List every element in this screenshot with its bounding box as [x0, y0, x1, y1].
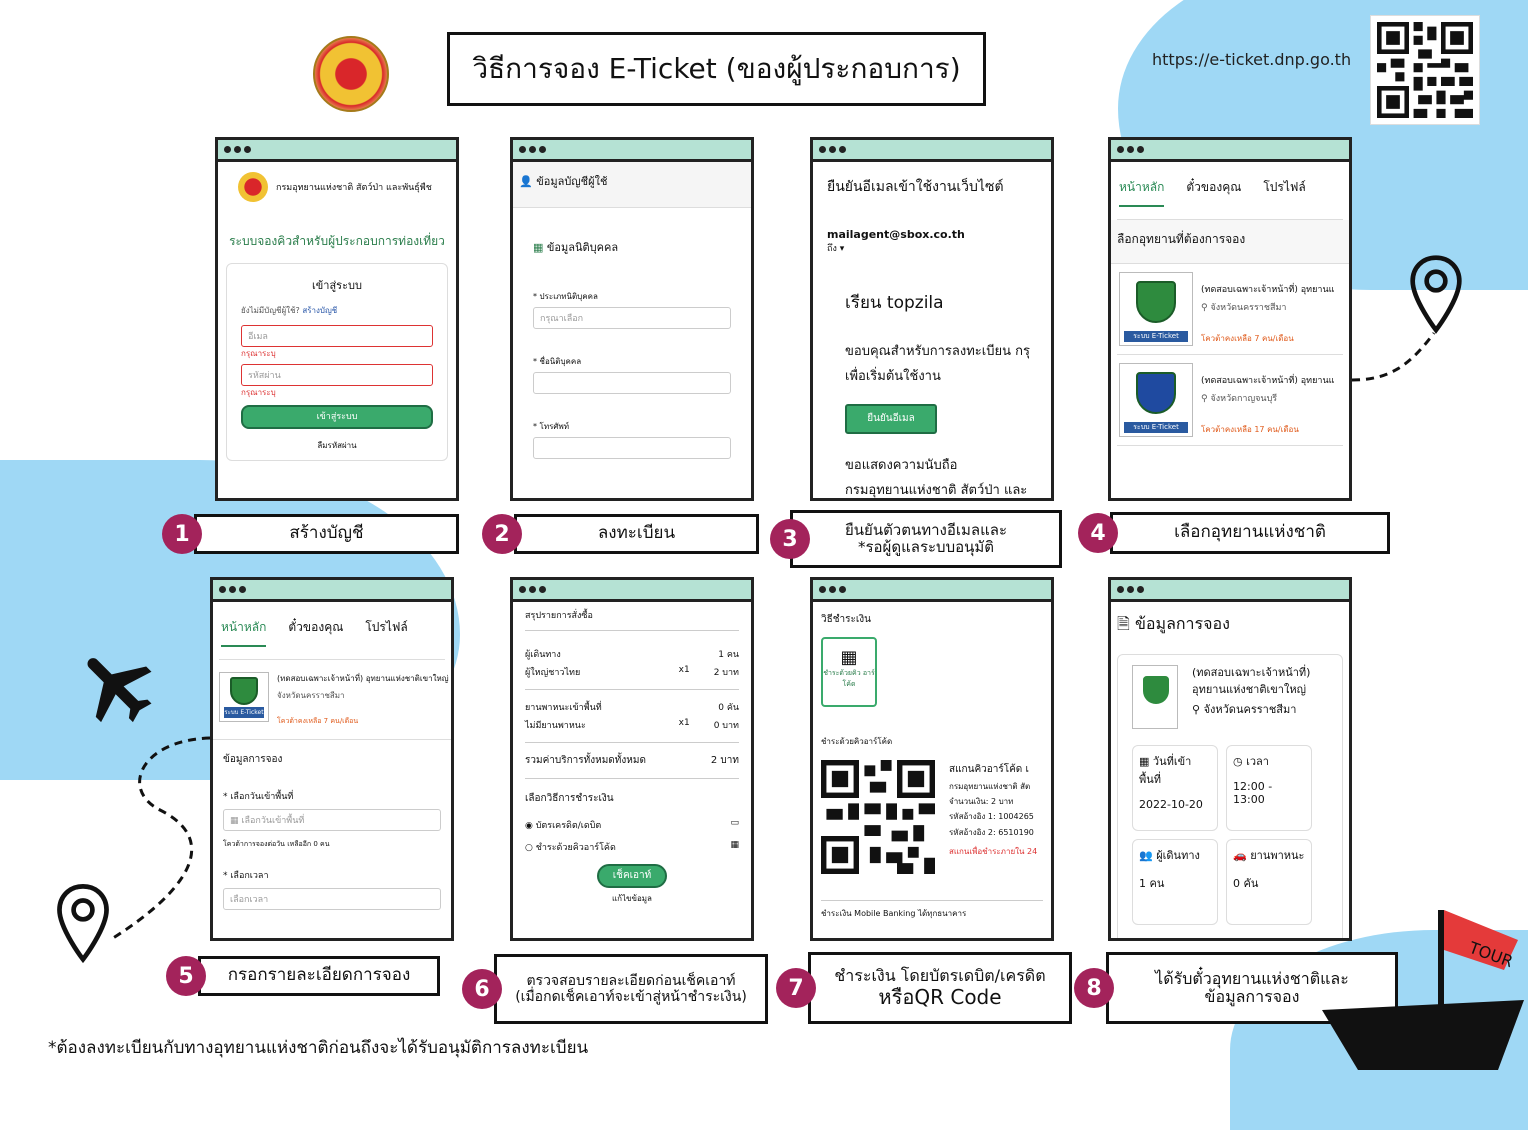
- time-label: * เลือกเวลา: [223, 871, 269, 881]
- qr-small-icon: ▦: [840, 647, 858, 668]
- time-select[interactable]: เลือกเวลา: [223, 888, 441, 910]
- org-name: กรมอุทยานแห่งชาติ สัตว์ป่า และพันธุ์พืช: [276, 183, 432, 193]
- qr-code-icon: [1370, 15, 1480, 125]
- step-6-sublabel: (เมื่อกดเช็คเอาท์จะเข้าสู่หน้าชำระเงิน): [515, 989, 747, 1005]
- time-card: ◷ เวลา 12:00 - 13:00: [1226, 745, 1312, 831]
- step-7-sublabel: หรือQR Code: [878, 984, 1002, 1009]
- park-emblem-icon: [1132, 665, 1178, 729]
- website-url[interactable]: https://e-ticket.dnp.go.th: [1152, 50, 1352, 69]
- people-icon: 👥: [1139, 849, 1153, 862]
- window-bar: [218, 140, 456, 162]
- tab-tickets[interactable]: ตั๋วของคุณ: [288, 620, 344, 634]
- park-name: (ทดสอบเฉพาะเจ้าหน้าที่) อุทยานแห่งชาติเขาใหญ่: [1192, 666, 1311, 696]
- payment-amount: จำนวนเงิน: 2 บาท: [949, 797, 1014, 807]
- thai-adult-label: ผู้ใหญ่ชาวไทย: [525, 668, 581, 678]
- qr-small-icon: ▦: [730, 840, 739, 850]
- step-7-label: ชำระเงิน โดยบัตรเดบิต/เครดิต: [834, 966, 1046, 986]
- step-2-label: ลงทะเบียน: [514, 514, 759, 554]
- window-bar: [1111, 580, 1349, 602]
- screen-create-account: [215, 137, 459, 501]
- park-card[interactable]: [1117, 264, 1343, 355]
- checkout-button[interactable]: เช็คเอาท์: [597, 864, 667, 888]
- payment-qr-icon: [821, 760, 935, 874]
- system-title: ระบบจองคิวสำหรับผู้ประกอบการท่องเที่ยว: [229, 234, 445, 248]
- park-province: จังหวัดนครราชสีมา: [277, 691, 345, 700]
- email-body-line-2: เพื่อเริ่มต้นใช้งาน: [845, 369, 941, 384]
- window-bar: [213, 580, 451, 602]
- payee-org: กรมอุทยานแห่งชาติ สัต: [949, 782, 1031, 791]
- dnp-emblem-icon: [313, 36, 389, 112]
- email-subject: ยืนยันอีเมลเข้าใช้งานเว็บไซต์: [827, 179, 1004, 195]
- juristic-name-label: * ชื่อนิติบุคคล: [533, 357, 582, 366]
- reference-1: รหัสอ้างอิง 1: 1004265: [949, 812, 1034, 822]
- password-field[interactable]: รหัสผ่าน: [241, 364, 433, 386]
- step-2: 2 ลงทะเบียน: [482, 514, 759, 554]
- vehicle-qty: 0 คัน: [718, 703, 739, 713]
- user-icon: 👤: [519, 175, 533, 188]
- park-name: (ทดสอบเฉพาะเจ้าหน้าที่) อุทยานแ: [1201, 376, 1335, 386]
- email-error: กรุณาระบุ: [241, 349, 276, 358]
- email-recipient-toggle[interactable]: ถึง ▾: [827, 244, 845, 254]
- summary-heading: สรุปรายการสั่งซื้อ: [525, 611, 593, 621]
- no-account-text: ยังไม่มีบัญชีผู้ใช้?: [241, 306, 300, 315]
- step-6-label: ตรวจสอบรายละเอียดก่อนเช็คเอาท์: [526, 972, 736, 989]
- booking-heading: ข้อมูลการจอง: [223, 754, 283, 765]
- pin-icon: ⚲: [1201, 394, 1208, 404]
- email-sender: mailagent@sbox.co.th: [827, 228, 965, 241]
- step-1: 1 สร้างบัญชี: [162, 514, 459, 554]
- airplane-icon: [72, 640, 162, 730]
- payment-deadline-warning: สแกนเพื่อชำระภายใน 24: [949, 846, 1038, 856]
- park-card[interactable]: [1117, 355, 1343, 446]
- create-account-link[interactable]: สร้างบัญชี: [302, 306, 338, 315]
- boat-icon: [1318, 900, 1528, 1080]
- choose-park-heading: ลือกอุทยานที่ต้องการจอง: [1111, 220, 1349, 264]
- radio-qr[interactable]: ○ ชำระด้วยคิวอาร์โค้ด: [525, 843, 616, 853]
- footnote: *ต้องลงทะเบียนกับทางอุทยานแห่งชาติก่อนถึงจะได้รับอนุมัติการลงทะเบียน: [48, 1038, 589, 1058]
- card-icon: ▭: [730, 818, 739, 828]
- map-pin-icon: [1408, 255, 1464, 335]
- screen-email-verify: [810, 137, 1054, 501]
- qr-payment-option[interactable]: ▦ ชำระด้วยคิว อาร์โค้ด: [821, 637, 877, 707]
- step-6: 6 ตรวจสอบรายละเอียดก่อนเช็คเอาท์ (เมื่อกดเช็คเอาท์จะเข้าสู่หน้าชำระเงิน): [462, 954, 768, 1024]
- forgot-password-link[interactable]: ลืมรหัสผ่าน: [317, 441, 357, 450]
- date-picker-input[interactable]: ▦ เลือกวันเข้าพื้นที่: [223, 809, 441, 831]
- clock-icon: ◷: [1233, 755, 1243, 768]
- step-8: 8 ได้รับตั๋วอุทยานแห่งชาติและ ข้อมูลการจอง: [1074, 952, 1398, 1024]
- email-body-line-1: ขอบคุณสำหรับการลงทะเบียน กรุ: [845, 344, 1030, 359]
- email-signature: กรมอุทยานแห่งชาติ สัตว์ป่า และ: [845, 483, 1028, 498]
- step-5-label: กรอกรายละเอียดการจอง: [198, 956, 440, 996]
- mobile-banking-note: ชำระเงิน Mobile Banking ได้ทุกธนาคาร: [821, 900, 1043, 920]
- dashed-path-icon: [100, 730, 230, 950]
- screen-register: [510, 137, 754, 501]
- window-bar: [1111, 140, 1349, 162]
- email-greeting: เรียน topzila: [845, 293, 944, 313]
- password-error: กรุณาระบุ: [241, 388, 276, 397]
- tab-profile[interactable]: โปรไฟล์: [1263, 180, 1306, 194]
- phone-label: * โทรศัพท์: [533, 422, 570, 431]
- step-3-sublabel: *รอผู้ดูแลระบบอนุมัติ: [857, 538, 994, 556]
- traveler-label: ผู้เดินทาง: [525, 650, 561, 660]
- calendar-icon: ▦: [1139, 755, 1150, 768]
- email-regards: ขอแสดงความนับถือ: [845, 458, 958, 473]
- document-icon: 🗎: [1117, 614, 1130, 633]
- email-field[interactable]: อีเมล: [241, 325, 433, 347]
- step-5: 5 กรอกรายละเอียดการจอง: [166, 956, 440, 996]
- window-bar: [813, 140, 1051, 162]
- total-label: รวมค่าบริการทั้งหมดทั้งหมด: [525, 755, 646, 766]
- svg-text:TOUR: TOUR: [1466, 937, 1516, 972]
- park-province: จังหวัดนครราชสีมา: [1203, 703, 1297, 716]
- page-title: วิธีการจอง E-Ticket (ของผู้ประกอบการ): [447, 32, 986, 106]
- window-bar: [813, 580, 1051, 602]
- tab-home[interactable]: หน้าหลัก: [221, 618, 266, 647]
- vehicle-card: 🚗 ยานพาหนะ 0 คัน: [1226, 839, 1312, 925]
- park-province: จังหวัดนครราชสีมา: [1210, 303, 1287, 313]
- juristic-title: ข้อมูลนิติบุคคล: [546, 241, 619, 254]
- payment-method-heading: เลือกวิธีการชำระเงิน: [525, 793, 614, 804]
- screen-payment: [810, 577, 1054, 941]
- step-4: 4 เลือกอุทยานแห่งชาติ: [1078, 512, 1390, 554]
- login-button[interactable]: เข้าสู่ระบบ: [241, 405, 433, 429]
- payment-method-title: วิธีชำระเงิน: [821, 614, 871, 625]
- confirm-email-button[interactable]: ยืนยันอีเมล: [845, 404, 937, 434]
- window-bar: [513, 140, 751, 162]
- screen-order-summary: สรุปรายการสั่งซื้อ ผู้เดินทาง 1 คน ผู้ใหญ่ชาวไทย x1 2 บาท ยานพาหนะเข้าพื้นที่ 0 คัน ไม่มียานพาหนะ x1 0 บาท รวมค่าบริการทั้งหมดทั้งหมด 2 บาท เลือกวิธีการชำระเงิน ◉ บัตรเครดิต/เดบิต ▭ ○ ชำระด้วยคิวอาร์โค้ด ▦ เช็คเอาท์ แก้ไขข้อมูล: [510, 577, 754, 941]
- step-3: 3 ยืนยันตัวตนทางอีเมลและ *รอผู้ดูแลระบบอนุมัติ: [770, 510, 1062, 568]
- reference-2: รหัสอ้างอิง 2: 6510190: [949, 827, 1034, 837]
- tab-tickets[interactable]: ตั๋วของคุณ: [1186, 180, 1242, 194]
- juristic-type-select[interactable]: กรุณาเลือก: [533, 307, 731, 329]
- thai-adult-price: 2 บาท: [713, 668, 739, 678]
- park-quota: โควต้าคงเหลือ 17 คน/เดือน: [1201, 425, 1299, 434]
- pin-icon: ⚲: [1201, 303, 1208, 313]
- park-emblem-icon: ระบบ E-Ticket: [1119, 363, 1193, 437]
- phone-field[interactable]: [533, 437, 731, 459]
- juristic-name-field[interactable]: [533, 372, 731, 394]
- park-province: จังหวัดกาญจนบุรี: [1210, 394, 1278, 404]
- edit-info-link[interactable]: แก้ไขข้อมูล: [612, 894, 652, 903]
- pin-icon: ⚲: [1192, 703, 1201, 716]
- screen-booking-info: [1108, 577, 1352, 941]
- scan-title: สแกนคิวอาร์โค้ด เ: [949, 764, 1029, 775]
- booking-info-title: ข้อมูลการจอง: [1134, 614, 1230, 633]
- juristic-type-label: * ประเภทนิติบุคคล: [533, 292, 598, 301]
- no-vehicle-label: ไม่มียานพาหนะ: [525, 721, 586, 731]
- no-vehicle-price: 0 บาท: [713, 721, 739, 731]
- step-1-label: สร้างบัญชี: [194, 514, 459, 554]
- car-icon: 🚗: [1233, 849, 1247, 862]
- park-quota: โควต้าคงเหลือ 7 คน/เดือน: [1201, 334, 1294, 343]
- step-8-sublabel: ข้อมูลการจอง: [1204, 987, 1300, 1006]
- date-card: ▦ วันที่เข้าพื้นที่ 2022-10-20: [1132, 745, 1218, 831]
- screen-choose-park: [1108, 137, 1352, 501]
- dashed-path-icon: [1350, 325, 1440, 385]
- park-emblem-icon: ระบบ E-Ticket: [1119, 272, 1193, 346]
- step-3-label: ยืนยันตัวตนทางอีเมลและ: [844, 520, 1007, 539]
- step-7: 7 ชำระเงิน โดยบัตรเดบิต/เครดิต หรือQR Code: [776, 952, 1072, 1024]
- park-quota: โควต้าคงเหลือ 7 คน/เดือน: [277, 717, 359, 725]
- screen-booking-form: [210, 577, 454, 941]
- park-name: (ทดสอบเฉพาะเจ้าหน้าที่) อุทยานแห่งชาติเขาใหญ่: [277, 674, 449, 683]
- traveler-qty: 1 คน: [718, 650, 739, 660]
- org-logo-icon: [238, 172, 268, 202]
- step-8-label: ได้รับตั๋วอุทยานแห่งชาติและ: [1155, 968, 1349, 988]
- traveler-card: 👥 ผู้เดินทาง 1 คน: [1132, 839, 1218, 925]
- vehicle-label: ยานพาหนะเข้าพื้นที่: [525, 703, 602, 713]
- login-title: เข้าสู่ระบบ: [312, 279, 362, 292]
- qr-section-title: ชำระด้วยคิวอาร์โค้ด: [821, 737, 893, 746]
- date-label: * เลือกวันเข้าพื้นที่: [223, 792, 294, 802]
- park-emblem-icon: ระบบ E-Ticket: [219, 672, 269, 722]
- daily-quota-text: โควต้าการจองต่อวัน เหลืออีก 0 คน: [223, 840, 330, 848]
- park-name: (ทดสอบเฉพาะเจ้าหน้าที่) อุทยานแ: [1201, 285, 1335, 295]
- step-4-label: เลือกอุทยานแห่งชาติ: [1110, 512, 1390, 554]
- total-amount: 2 บาท: [710, 755, 739, 766]
- radio-card[interactable]: ◉ บัตรเครดิต/เดบิต: [525, 821, 602, 831]
- building-icon: ▦: [533, 241, 544, 254]
- account-info-title: ข้อมูลบัญชีผู้ใช้: [536, 175, 608, 188]
- tab-home[interactable]: หน้าหลัก: [1119, 178, 1164, 207]
- tab-profile[interactable]: โปรไฟล์: [365, 620, 408, 634]
- window-bar: [513, 580, 751, 602]
